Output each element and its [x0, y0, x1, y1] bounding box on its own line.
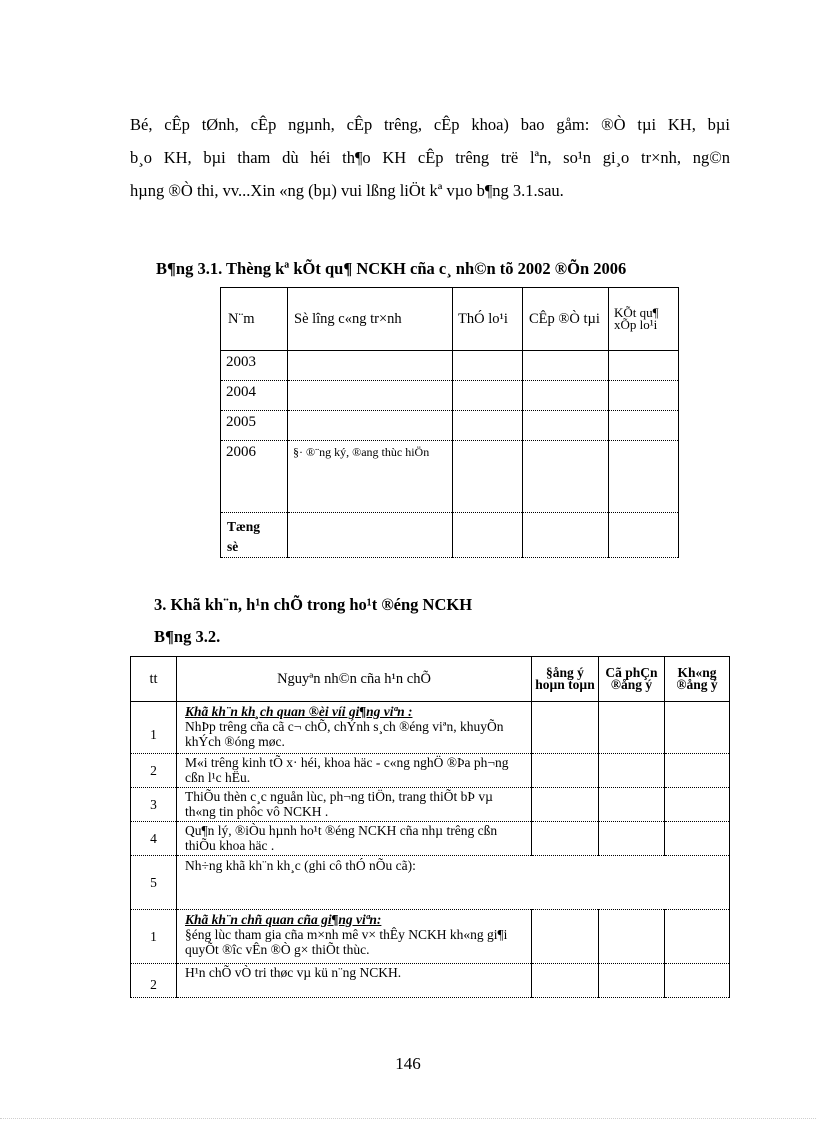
table1-year-cell: 2003 — [221, 351, 288, 381]
table2-row-number: 2 — [131, 964, 177, 998]
table1-year-cell: 2004 — [221, 381, 288, 411]
table2-row-text — [177, 702, 532, 754]
table2-cell — [532, 788, 599, 822]
paragraph-line: hµng ®Ò thi, vv...Xin «ng (bµ) vui lßng liÖt kª vµo b¶ng 3.1.sau. — [130, 181, 564, 200]
table2-row-text: H¹n chÕ vÒ tri thøc vµ kü n¨ng NCKH. — [177, 964, 532, 998]
table2-row-text — [177, 910, 532, 964]
page-number: 146 — [395, 1054, 421, 1073]
table2-row-number: 4 — [131, 822, 177, 856]
table1-cell — [453, 411, 523, 441]
table2-other-row-text: Nh÷ng khã kh¨n kh¸c (ghi cô thÓ nÕu cã): — [177, 856, 730, 910]
table2-label: B¶ng 3.2. — [154, 627, 221, 646]
intro-paragraph — [130, 108, 730, 207]
table1-header-result: KÕt qu¶ xÕp lo¹i — [609, 288, 679, 351]
table1-cell — [609, 441, 679, 513]
table2-header-partly: Cã phÇn ®ång ý — [599, 657, 665, 702]
table2-group1-title: Khã kh¨n kh¸ch quan ®èi víi gi¶ng viªn : — [185, 704, 413, 719]
table1-header-count: Sè lîng c«ng tr×nh — [288, 288, 453, 351]
paragraph-line: Bé, cÊp tØnh, cÊp ngµnh, cÊp trêng, cÊp khoa) bao gåm: ®Ò tµi KH, bµi — [130, 115, 730, 134]
table2-cell — [599, 822, 665, 856]
table2-cell — [599, 910, 665, 964]
table2-row-text: Qu¶n lý, ®iÒu hµnh ho¹t ®éng NCKH cña nhµ trêng cßn thiÕu khoa häc . — [177, 822, 532, 856]
table1-count-cell — [288, 351, 453, 381]
table1 — [220, 287, 679, 558]
table2-cell — [532, 822, 599, 856]
table1-cell — [609, 513, 679, 558]
table2-row-text-body: NhÞp trêng cña cã c¬ chÕ, chÝnh s¸ch ®éng viªn, khuyÕn khÝch ®óng møc. — [185, 719, 504, 749]
table2-row-text: M«i trêng kinh tÕ x· héi, khoa häc - c«ng nghÖ ®Þa ph¬ng cßn l¹c hËu. — [177, 754, 532, 788]
table2-cell — [532, 702, 599, 754]
table2-cell — [665, 964, 730, 998]
table1-cell — [523, 411, 609, 441]
table1-count-cell — [288, 381, 453, 411]
table1-caption: B¶ng 3.1. Thèng kª kÕt qu¶ NCKH cña c¸ nh©n tõ 2002 ®Õn 2006 — [156, 259, 627, 278]
table1-header-level: CÊp ®Ò tµi — [523, 288, 609, 351]
table1-cell — [523, 513, 609, 558]
table1-cell — [609, 411, 679, 441]
table1-count-cell: §· ®¨ng ký, ®ang thùc hiÖn — [288, 441, 453, 513]
table2-cell — [599, 788, 665, 822]
table2-row-number: 1 — [131, 910, 177, 964]
table2-cell — [599, 702, 665, 754]
table1-header-year: N¨m — [221, 288, 288, 351]
table2-cell — [532, 910, 599, 964]
footer-divider — [0, 1118, 816, 1119]
table1-cell — [453, 381, 523, 411]
table2-header-tt: tt — [131, 657, 177, 702]
table2-cell — [665, 702, 730, 754]
table2-header-agree: §ång ý hoµn toµn — [532, 657, 599, 702]
section3-heading: 3. Khã kh¨n, h¹n chÕ trong ho¹t ®éng NCKH — [154, 595, 473, 614]
table2-cell — [665, 754, 730, 788]
table1-cell — [523, 441, 609, 513]
table2-row-number: 3 — [131, 788, 177, 822]
table2-header-disagree: Kh«ng ®ång ý — [665, 657, 730, 702]
table1-year-cell: 2006 — [221, 441, 288, 513]
table1-cell — [453, 513, 523, 558]
paragraph-line: b¸o KH, bµi tham dù héi th¶o KH cÊp trêng trë lªn, so¹n gi¸o tr×nh, ng©n — [130, 148, 730, 167]
table2-cell — [665, 910, 730, 964]
table1-cell — [609, 351, 679, 381]
table2-group2-title: Khã kh¨n chñ quan cña gi¶ng viªn: — [185, 912, 382, 927]
table1-year-cell: 2005 — [221, 411, 288, 441]
table1-cell — [523, 351, 609, 381]
table2-header-cause: Nguyªn nh©n cña h¹n chÕ — [177, 657, 532, 702]
table2-cell — [599, 754, 665, 788]
table2-cell — [599, 964, 665, 998]
table1-count-cell — [288, 513, 453, 558]
table1-header-type: ThÓ lo¹i — [453, 288, 523, 351]
table1-cell — [523, 381, 609, 411]
table2-cell — [665, 822, 730, 856]
table1-cell — [453, 351, 523, 381]
table2-row-text: ThiÕu thèn c¸c nguån lùc, ph¬ng tiÖn, trang thiÕt bÞ vµ th«ng tin phôc vô NCKH . — [177, 788, 532, 822]
table2-row-text-body: §éng lùc tham gia cña m×nh mê v× thÊy NCKH kh«ng gi¶i quyÕt ®îc vÊn ®Ò g× thiÕt thùc. — [185, 927, 508, 957]
table1-cell — [609, 381, 679, 411]
table2-cell — [665, 788, 730, 822]
table1-total-cell: Tæng sè — [221, 513, 288, 558]
table2 — [130, 656, 730, 998]
table2-row-number: 2 — [131, 754, 177, 788]
table1-count-cell — [288, 411, 453, 441]
table2-cell — [532, 964, 599, 998]
table2-row-number: 1 — [131, 702, 177, 754]
table2-cell — [532, 754, 599, 788]
table2-row-number: 5 — [131, 856, 177, 910]
table1-cell — [453, 441, 523, 513]
